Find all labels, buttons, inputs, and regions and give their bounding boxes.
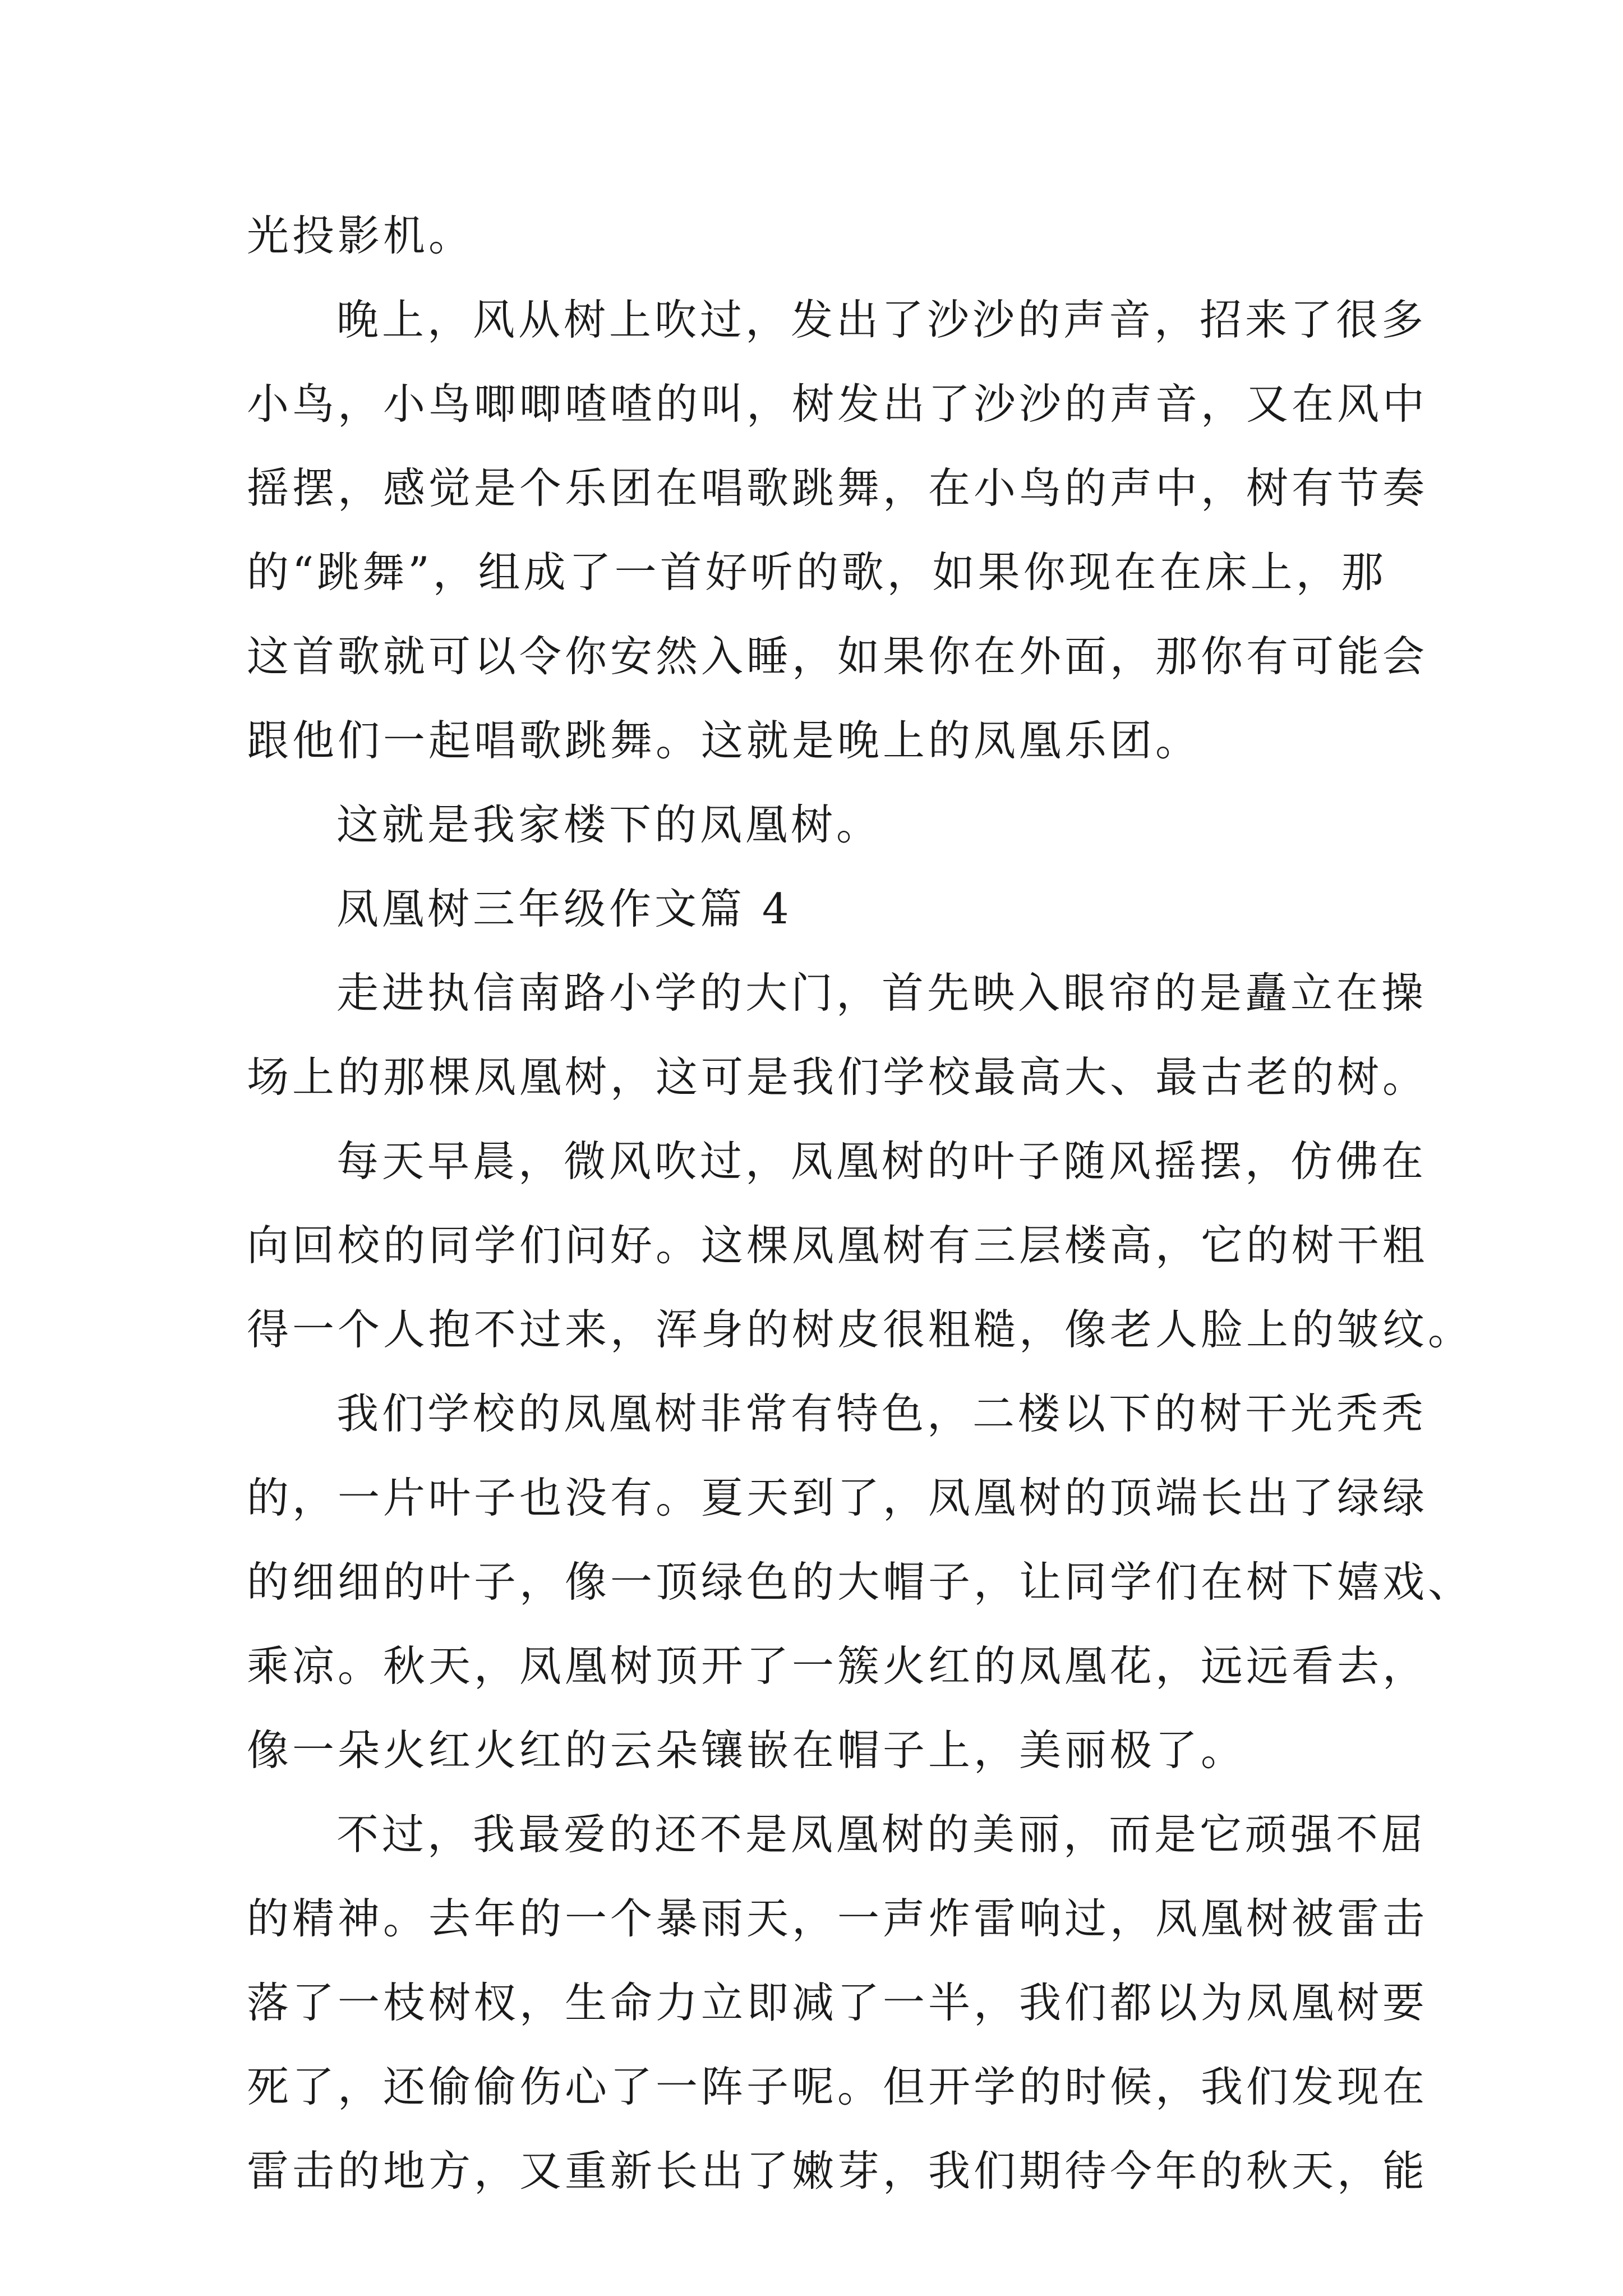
paragraph-8: [247, 1792, 1428, 2213]
text-line: 得一个人抱不过来，浑身的树皮很粗糙，像老人脸上的皱纹。: [247, 1305, 1474, 1354]
paragraph-2: [247, 278, 1428, 783]
text-line: 向回校的同学们问好。这棵凤凰树有三层楼高，它的树干粗: [247, 1221, 1428, 1270]
text-line: 的细细的叶子，像一顶绿色的大帽子，让同学们在树下嬉戏、: [247, 1557, 1474, 1607]
paragraph-7: [247, 1372, 1474, 1792]
text-line: 的精神。去年的一个暴雨天，一声炸雷响过，凤凰树被雷击: [247, 1894, 1428, 1943]
text-line: 像一朵火红火红的云朵镶嵌在帽子上，美丽极了。: [247, 1726, 1247, 1775]
text-line: 晚上，风从树上吹过，发出了沙沙的声音，招来了很多: [336, 295, 1427, 344]
text-line: 这首歌就可以令你安然入睡，如果你在外面，那你有可能会: [247, 632, 1428, 681]
text-line: 落了一枝树杈，生命力立即减了一半，我们都以为凤凰树要: [247, 1978, 1428, 2027]
text-line: 我们学校的凤凰树非常有特色，二楼以下的树干光秃秃: [336, 1389, 1427, 1438]
text-line: 死了，还偷偷伤心了一阵子呢。但开学的时候，我们发现在: [247, 2062, 1428, 2111]
section-heading: [247, 867, 1396, 951]
text-line: 小鸟，小鸟唧唧喳喳的叫，树发出了沙沙的声音，又在风中: [247, 379, 1428, 429]
text-line: 跟他们一起唱歌跳舞。这就是晚上的凤凰乐团。: [247, 716, 1201, 765]
text-line: 不过，我最爱的还不是凤凰树的美丽，而是它顽强不屈: [336, 1810, 1427, 1859]
text-line: 雷击的地方，又重新长出了嫩芽，我们期待今年的秋天，能: [247, 2146, 1428, 2196]
paragraph-5: [247, 951, 1428, 1119]
text-line: 场上的那棵凤凰树，这可是我们学校最高大、最古老的树。: [247, 1052, 1428, 1102]
document-body: [247, 194, 1474, 2213]
text-line: 这就是我家楼下的凤凰树。: [336, 800, 882, 849]
text-line: 每天早晨，微风吹过，凤凰树的叶子随风摇摆，仿佛在: [336, 1137, 1427, 1186]
text-line: 乘凉。秋天，凤凰树顶开了一簇火红的凤凰花，远远看去，: [247, 1641, 1428, 1691]
text-line: 走进执信南路小学的大门，首先映入眼帘的是矗立在操: [336, 968, 1427, 1018]
text-line: 的“跳舞”，组成了一首好听的歌，如果你现在在床上，那: [247, 547, 1387, 597]
heading-line: 凤凰树三年级作文篇 4: [336, 884, 792, 933]
text-line: 光投影机。: [247, 211, 474, 260]
paragraph-6: [247, 1119, 1474, 1372]
paragraph-3: [247, 783, 1396, 867]
text-line: 的，一片叶子也没有。夏天到了，凤凰树的顶端长出了绿绿: [247, 1473, 1428, 1522]
text-line: 摇摆，感觉是个乐团在唱歌跳舞，在小鸟的声中，树有节奏: [247, 463, 1428, 513]
paragraph-1: [247, 194, 1396, 278]
